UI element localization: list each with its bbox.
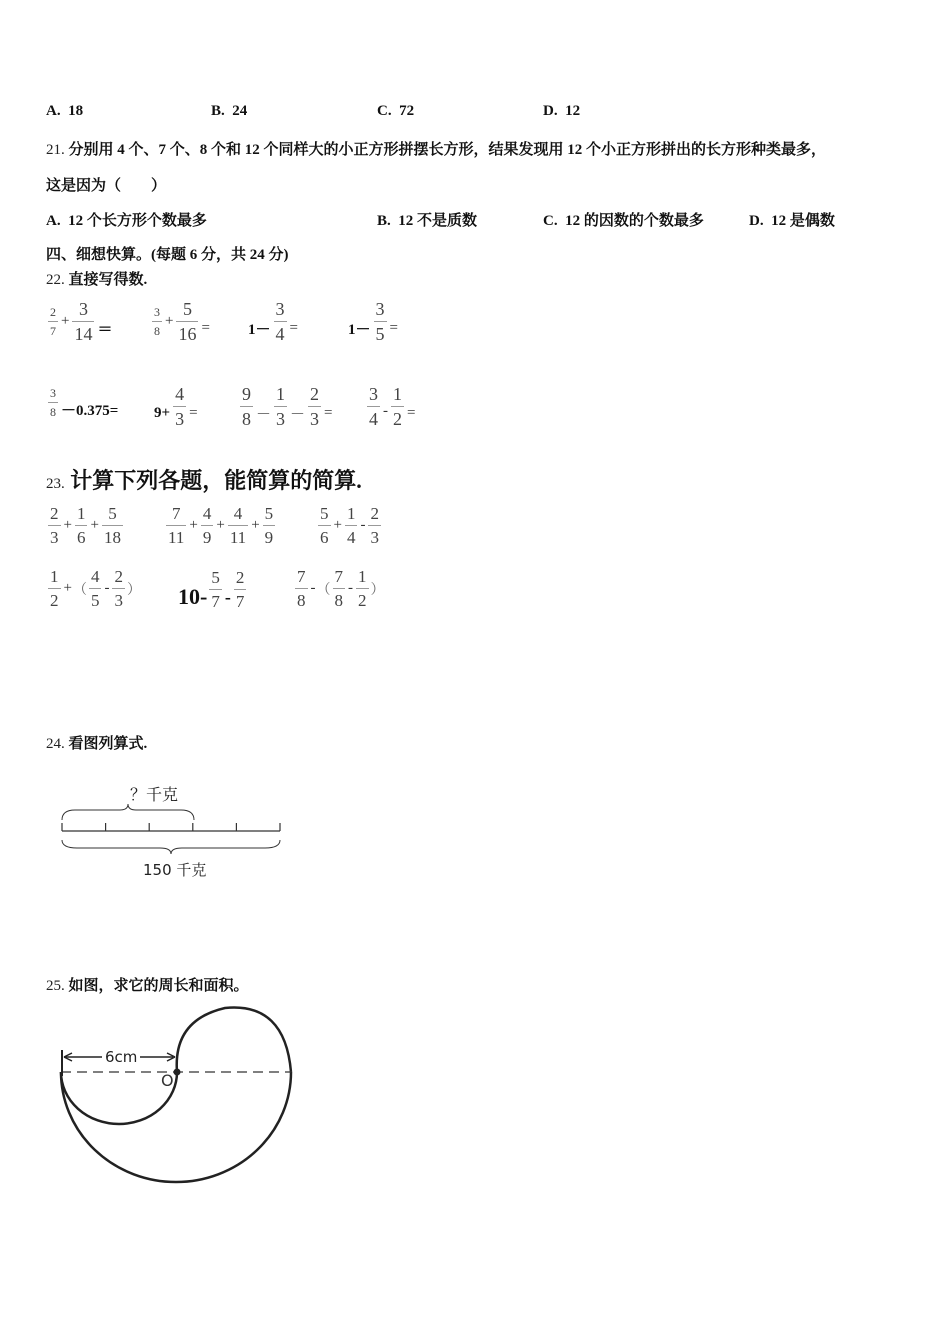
operator: - (348, 580, 353, 596)
operator: 1－ (248, 322, 271, 338)
q25-heading (46, 974, 249, 995)
q22-expr-5 (46, 385, 119, 420)
option-value: 12 个长方形个数最多 (68, 213, 207, 229)
operator: - (224, 586, 231, 607)
fraction: $\frac{3}{14}$ (74, 299, 93, 344)
equals: = (389, 320, 398, 336)
fraction: $\frac{3}{8}$ (154, 305, 160, 338)
center-point (174, 1069, 181, 1076)
q23-expr-5 (178, 568, 248, 610)
q20-option-b (211, 103, 247, 120)
equals: ＝ (97, 322, 113, 338)
operator: + (63, 517, 72, 533)
question-text: 分别用 4 个、7 个、8 个和 12 个同样大的小正方形拼摆长方形，结果发现用 12 个小正方形拼出的长方形种类最多， (68, 142, 827, 158)
operator: 10- (178, 584, 208, 609)
fraction: $\frac{4}{9}$ (202, 504, 212, 547)
q25-shape-figure (55, 1000, 300, 1190)
fraction: $\frac{2}{3}$ (114, 567, 123, 610)
operator: 1－ (348, 322, 371, 338)
left-paren: （ (316, 582, 331, 598)
fraction: $\frac{1}{3}$ (276, 384, 286, 429)
question-number: 22. (46, 272, 65, 288)
operator: －0.375= (61, 403, 119, 419)
operator: + (189, 517, 198, 533)
fraction: $\frac{5}{9}$ (264, 504, 274, 547)
q20-option-a (46, 103, 83, 120)
fraction: $\frac{4}{5}$ (90, 567, 100, 610)
center-label: O (161, 1071, 174, 1090)
q23-expr-6 (293, 568, 385, 609)
q23-expr-3 (316, 505, 383, 546)
fraction: $\frac{2}{3}$ (310, 384, 320, 429)
upper-semicircle-arc (177, 1008, 291, 1072)
q22-heading (46, 268, 147, 289)
question-text: 这是因为（ ） (46, 178, 167, 194)
option-label: B. (377, 213, 391, 229)
fraction: $\frac{5}{6}$ (320, 504, 329, 547)
option-label: B. (211, 103, 225, 119)
fraction: $\frac{5}{16}$ (178, 299, 197, 344)
q22-expr-4 (347, 300, 399, 343)
fraction: $\frac{1}{6}$ (76, 504, 86, 547)
option-label: A. (46, 213, 61, 229)
equals: = (189, 405, 198, 421)
fraction: $\frac{2}{3}$ (50, 504, 59, 547)
fraction: $\frac{7}{8}$ (334, 567, 343, 610)
q22-expr-1 (46, 300, 113, 343)
option-value: 72 (399, 103, 415, 119)
operator: - (383, 403, 388, 419)
equals: = (324, 405, 333, 421)
operator: － (256, 407, 272, 423)
equals: = (407, 405, 416, 421)
fraction: $\frac{5}{7}$ (211, 567, 220, 611)
fraction: $\frac{2}{7}$ (50, 305, 56, 338)
option-label: D. (543, 103, 558, 119)
fraction: $\frac{9}{8}$ (242, 384, 251, 429)
fraction: $\frac{5}{18}$ (103, 504, 121, 547)
q24-line-segment-figure (55, 780, 295, 885)
fraction: $\frac{7}{8}$ (297, 567, 306, 610)
q22-expr-8 (365, 385, 416, 428)
question-number: 25. (46, 978, 65, 994)
equals: = (289, 320, 298, 336)
fraction: $\frac{3}{4}$ (369, 384, 378, 429)
option-label: D. (749, 213, 764, 229)
operator: - (360, 517, 366, 533)
option-value: 12 是偶数 (771, 213, 835, 229)
fraction: $\frac{4}{11}$ (229, 504, 247, 547)
bottom-brace (62, 840, 280, 854)
operator: + (90, 517, 99, 533)
q24-heading (46, 732, 147, 753)
top-brace (62, 804, 194, 820)
operator: + (165, 313, 174, 329)
operator: 9+ (154, 405, 171, 421)
option-value: 24 (232, 103, 248, 119)
option-label: C. (543, 213, 558, 229)
bottom-label: 150 千克 (143, 861, 207, 879)
fraction: $\frac{2}{7}$ (235, 567, 245, 611)
fraction: $\frac{1}{2}$ (358, 567, 367, 610)
operator: + (63, 580, 72, 596)
q22-expr-6 (153, 385, 199, 428)
question-number: 21. (46, 142, 65, 158)
q21-option-c (543, 209, 704, 230)
q21-text-line2 (46, 174, 166, 195)
operator: + (333, 517, 342, 533)
fraction: $\frac{1}{4}$ (346, 504, 356, 547)
option-label: A. (46, 103, 61, 119)
question-title: 直接写得数. (68, 272, 148, 288)
q23-expr-2 (164, 505, 277, 546)
operator: + (216, 517, 225, 533)
q21-option-a (46, 209, 207, 230)
operator: － (290, 407, 306, 423)
fraction: $\frac{3}{8}$ (50, 386, 56, 419)
small-semicircle-arc (61, 1072, 177, 1124)
question-title: 计算下列各题，能简算的简算. (70, 468, 362, 493)
fraction: $\frac{3}{5}$ (375, 299, 385, 344)
q20-option-d (543, 103, 580, 120)
q23-heading (46, 464, 362, 495)
q22-expr-7 (238, 385, 334, 428)
equals: = (201, 320, 210, 336)
fraction: $\frac{1}{2}$ (50, 567, 59, 610)
option-value: 12 不是质数 (398, 213, 478, 229)
q21-option-b (377, 209, 477, 230)
top-label: ？千克 (130, 785, 179, 804)
q21-option-d (749, 209, 835, 230)
q23-expr-1 (46, 505, 125, 546)
dimension-label: 6cm (105, 1048, 138, 1066)
operator: + (251, 517, 260, 533)
fraction: $\frac{7}{11}$ (168, 504, 185, 547)
option-value: 12 (565, 103, 581, 119)
q22-expr-3 (247, 300, 299, 343)
fraction: $\frac{4}{3}$ (175, 384, 185, 429)
question-number: 24. (46, 736, 65, 752)
left-paren: （ (72, 582, 87, 598)
q23-expr-4 (46, 568, 141, 609)
operator: - (310, 580, 316, 596)
question-title: 如图，求它的周长和面积。 (68, 978, 249, 994)
option-label: C. (377, 103, 392, 119)
fraction: $\frac{1}{2}$ (393, 384, 402, 429)
fraction: $\frac{3}{4}$ (275, 299, 285, 344)
large-semicircle-arc (61, 1072, 291, 1182)
right-paren: ） (126, 582, 141, 598)
option-value: 12 的因数的个数最多 (565, 213, 704, 229)
section-4-title: 四、细想快算。(每题 6 分，共 24 分) (46, 247, 289, 263)
question-title: 看图列算式. (68, 736, 148, 752)
fraction: $\frac{2}{3}$ (370, 504, 379, 547)
q21-text-line1 (46, 138, 826, 159)
q22-expr-2 (150, 300, 211, 343)
operator: + (61, 313, 70, 329)
right-paren: ） (370, 582, 385, 598)
q20-option-c (377, 103, 414, 120)
option-value: 18 (68, 103, 84, 119)
operator: - (104, 580, 110, 596)
question-number: 23. (46, 476, 65, 492)
